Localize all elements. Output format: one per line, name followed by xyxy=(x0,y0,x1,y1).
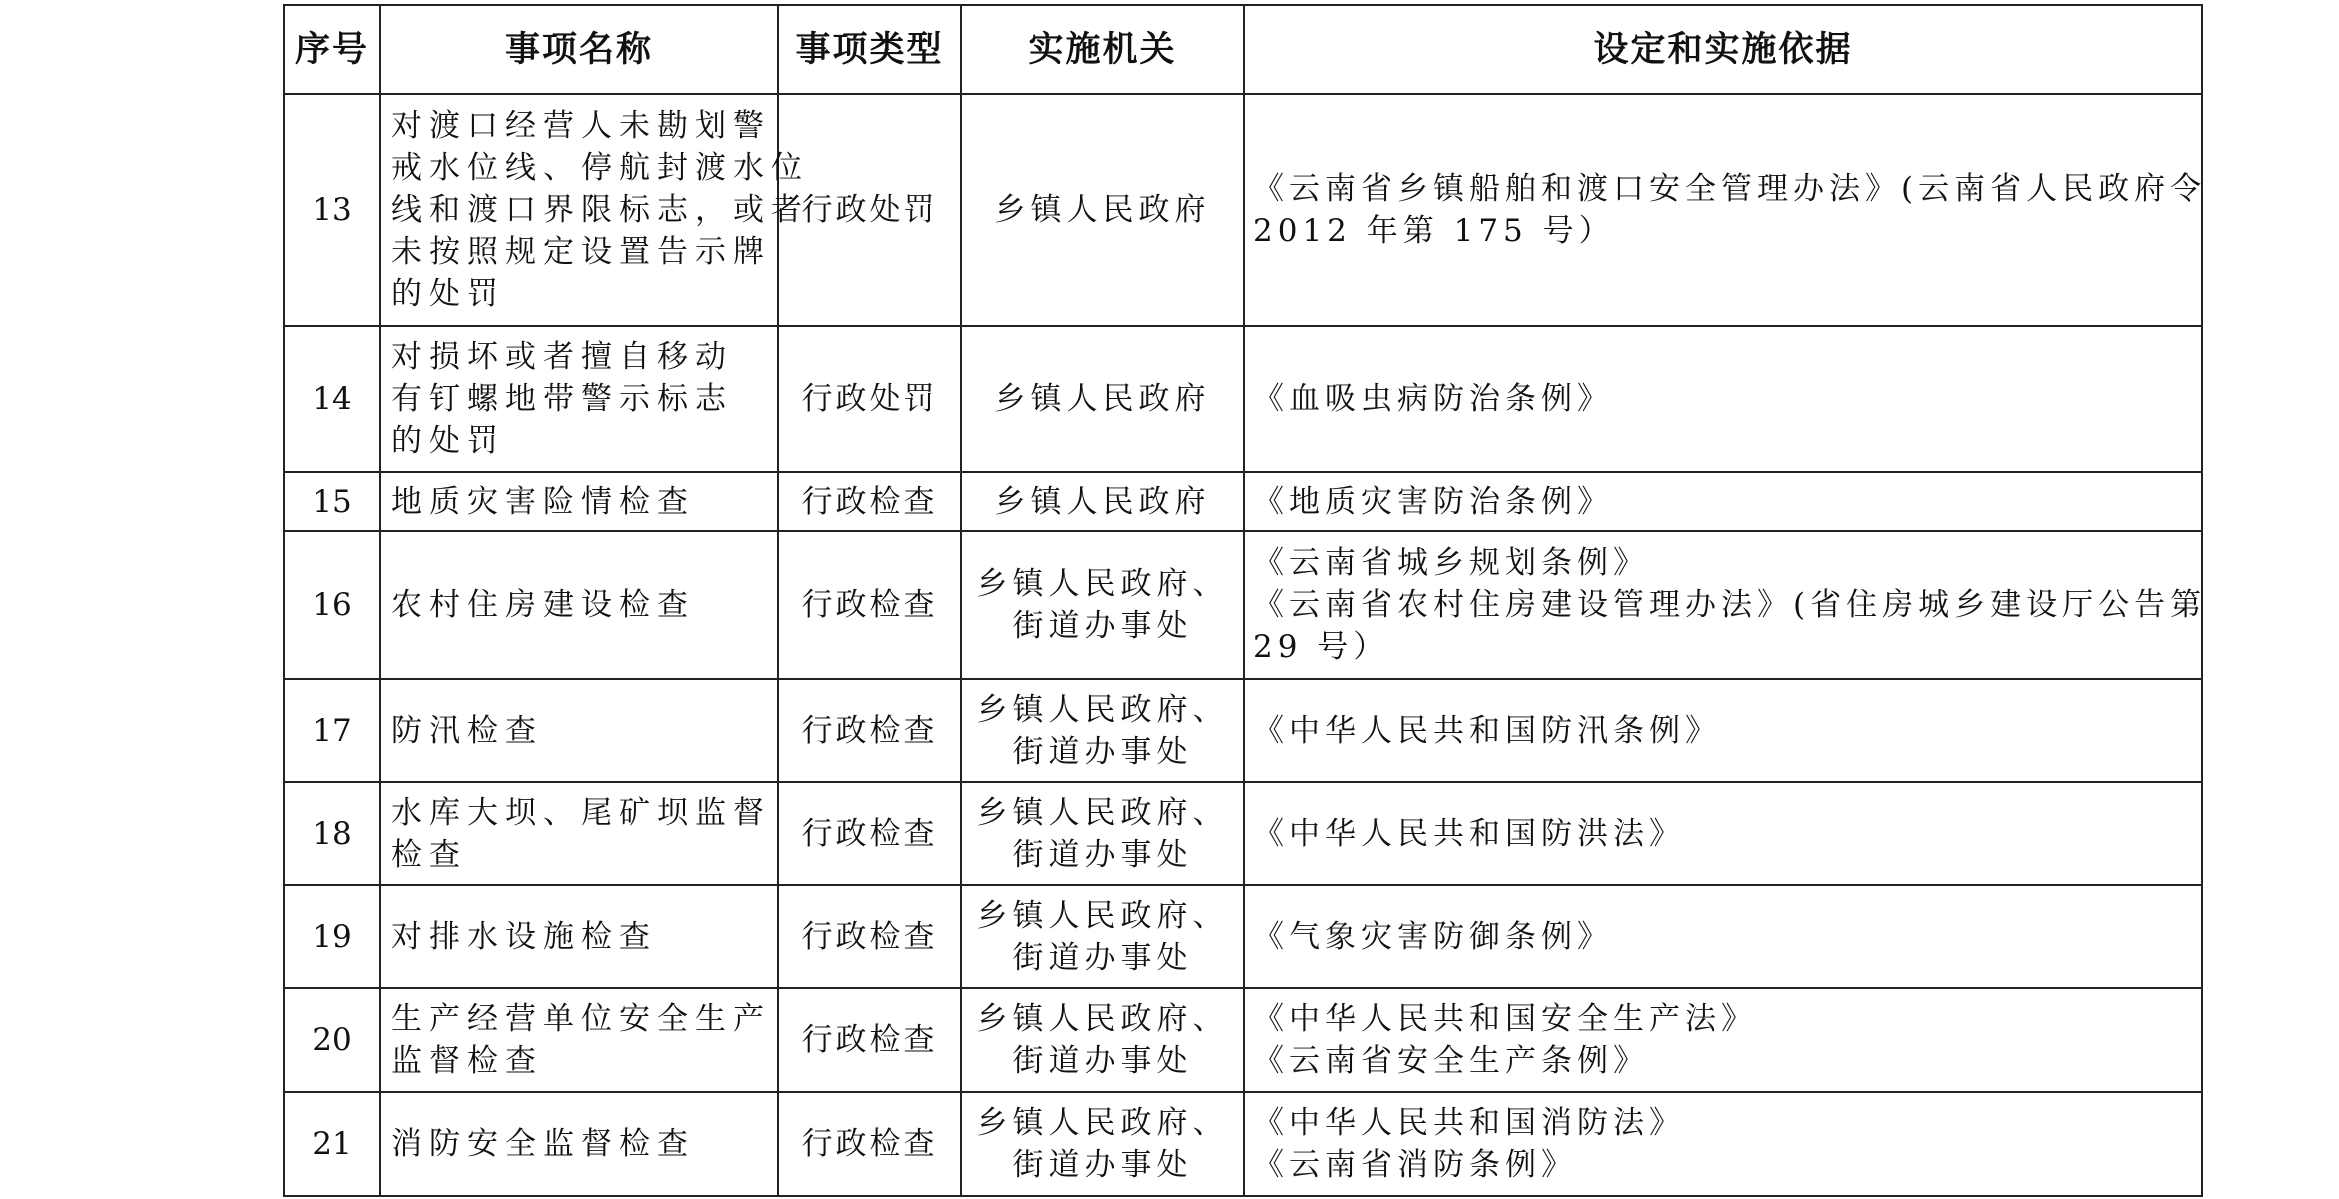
basis-line: 2012 年第 175 号） xyxy=(1253,213,1615,249)
basis-line: 《气象灾害防御条例》 xyxy=(1253,918,1613,955)
row-number: 13 xyxy=(284,94,380,326)
agency-line: 街道办事处 xyxy=(1012,1147,1193,1183)
agency-line: 乡镇人民政府 xyxy=(994,483,1211,520)
table-row xyxy=(284,1092,2202,1196)
agency-line: 乡镇人民政府、 xyxy=(976,566,1229,602)
agency-line: 乡镇人民政府、 xyxy=(976,897,1229,934)
basis-line: 《中华人民共和国安全生产法》 xyxy=(1253,1001,1757,1037)
row-number: 21 xyxy=(284,1092,380,1196)
legal-basis xyxy=(1244,885,2202,988)
legal-basis xyxy=(1244,472,2202,531)
legal-basis xyxy=(1244,94,2207,326)
row-number: 17 xyxy=(284,679,380,782)
legal-basis xyxy=(1244,1092,2202,1196)
legal-basis xyxy=(1244,531,2207,679)
item-name xyxy=(380,988,778,1092)
basis-line: 《云南省安全生产条例》 xyxy=(1253,1043,1649,1079)
row-number: 16 xyxy=(284,531,380,679)
agency-line: 街道办事处 xyxy=(1012,1043,1193,1079)
implementing-agency xyxy=(961,782,1244,885)
agency-line: 街道办事处 xyxy=(1012,608,1193,644)
table-row xyxy=(284,472,2202,531)
implementing-agency xyxy=(961,472,1244,531)
item-name xyxy=(380,679,778,782)
legal-basis xyxy=(1244,782,2202,885)
agency-line: 乡镇人民政府、 xyxy=(976,1001,1229,1037)
implementing-agency xyxy=(961,679,1244,782)
item-name xyxy=(380,326,778,472)
basis-line: 《云南省消防条例》 xyxy=(1253,1147,1577,1183)
basis-line: 《血吸虫病防治条例》 xyxy=(1253,381,1613,417)
table-row xyxy=(284,885,2202,988)
item-name xyxy=(380,531,778,679)
item-name-line: 防汛检查 xyxy=(391,712,543,749)
item-type: 行政处罚 xyxy=(778,326,961,472)
item-name xyxy=(380,472,778,531)
item-name-line: 对渡口经营人未勘划警 xyxy=(391,108,771,144)
item-name-line: 对排水设施检查 xyxy=(391,918,657,955)
table-row xyxy=(284,531,2202,679)
agency-line: 乡镇人民政府、 xyxy=(976,1105,1229,1141)
header-row xyxy=(284,5,2202,94)
item-type: 行政检查 xyxy=(778,531,961,679)
row-number: 15 xyxy=(284,472,380,531)
legal-basis xyxy=(1244,679,2202,782)
item-type: 行政检查 xyxy=(778,1092,961,1196)
item-type: 行政检查 xyxy=(778,988,961,1092)
table-row xyxy=(284,326,2202,472)
implementing-agency xyxy=(961,94,1244,326)
basis-line: 《云南省乡镇船舶和渡口安全管理办法》(云南省人民政府令 xyxy=(1253,171,2207,207)
agency-line: 乡镇人民政府 xyxy=(994,381,1211,417)
table-row xyxy=(284,988,2202,1092)
row-number: 20 xyxy=(284,988,380,1092)
table-row xyxy=(284,94,2202,326)
item-name xyxy=(380,885,778,988)
item-name-line: 监督检查 xyxy=(391,1043,543,1079)
item-name-line: 消防安全监督检查 xyxy=(391,1126,695,1162)
basis-line: 《中华人民共和国防洪法》 xyxy=(1253,815,1685,852)
basis-line: 《云南省农村住房建设管理办法》(省住房城乡建设厅公告第 xyxy=(1253,587,2207,623)
agency-line: 乡镇人民政府 xyxy=(994,192,1211,228)
item-name-line: 未按照规定设置告示牌 xyxy=(391,234,771,270)
item-name-line: 农村住房建设检查 xyxy=(391,587,695,623)
item-name-line: 线和渡口界限标志，或者 xyxy=(391,192,809,228)
table-row xyxy=(284,782,2202,885)
agency-line: 街道办事处 xyxy=(1012,836,1193,873)
item-type: 行政处罚 xyxy=(778,94,961,326)
header-org: 实施机关 xyxy=(961,5,1244,94)
basis-line: 《中华人民共和国消防法》 xyxy=(1253,1105,1685,1141)
agency-line: 乡镇人民政府、 xyxy=(976,691,1229,728)
item-type: 行政检查 xyxy=(778,885,961,988)
item-type: 行政检查 xyxy=(778,679,961,782)
item-name-line: 有钉螺地带警示标志 xyxy=(391,381,733,417)
item-type: 行政检查 xyxy=(778,782,961,885)
basis-line: 《地质灾害防治条例》 xyxy=(1253,483,1613,520)
item-name-line: 生产经营单位安全生产 xyxy=(391,1001,771,1037)
item-name xyxy=(380,782,778,885)
item-name xyxy=(380,1092,778,1196)
item-name-line: 的处罚 xyxy=(391,276,505,312)
item-name-line: 地质灾害险情检查 xyxy=(391,483,695,520)
implementing-agency xyxy=(961,531,1244,679)
basis-line: 《中华人民共和国防汛条例》 xyxy=(1253,712,1721,749)
agency-line: 街道办事处 xyxy=(1012,733,1193,770)
item-name-line: 对损坏或者擅自移动 xyxy=(391,339,733,375)
row-number: 19 xyxy=(284,885,380,988)
item-name-line: 水库大坝、尾矿坝监督 xyxy=(391,794,771,831)
header-name: 事项名称 xyxy=(380,5,778,94)
implementing-agency xyxy=(961,326,1244,472)
item-name-line: 检查 xyxy=(391,836,467,873)
item-type: 行政检查 xyxy=(778,472,961,531)
implementing-agency xyxy=(961,1092,1244,1196)
basis-line: 29 号） xyxy=(1253,629,1390,665)
header-no: 序号 xyxy=(284,5,380,94)
items-table xyxy=(283,4,2207,1197)
legal-basis xyxy=(1244,988,2202,1092)
agency-line: 街道办事处 xyxy=(1012,939,1193,976)
table-row xyxy=(284,679,2202,782)
implementing-agency xyxy=(961,988,1244,1092)
table-body xyxy=(284,94,2207,1196)
legal-basis xyxy=(1244,326,2202,472)
implementing-agency xyxy=(961,885,1244,988)
basis-line: 《云南省城乡规划条例》 xyxy=(1253,545,1649,581)
row-number: 18 xyxy=(284,782,380,885)
header-type: 事项类型 xyxy=(778,5,961,94)
item-name-line: 戒水位线、停航封渡水位 xyxy=(391,150,809,186)
item-name-line: 的处罚 xyxy=(391,423,505,459)
agency-line: 乡镇人民政府、 xyxy=(976,794,1229,831)
row-number: 14 xyxy=(284,326,380,472)
table-header xyxy=(284,5,2202,94)
header-basis: 设定和实施依据 xyxy=(1244,5,2202,94)
item-name xyxy=(380,94,809,326)
